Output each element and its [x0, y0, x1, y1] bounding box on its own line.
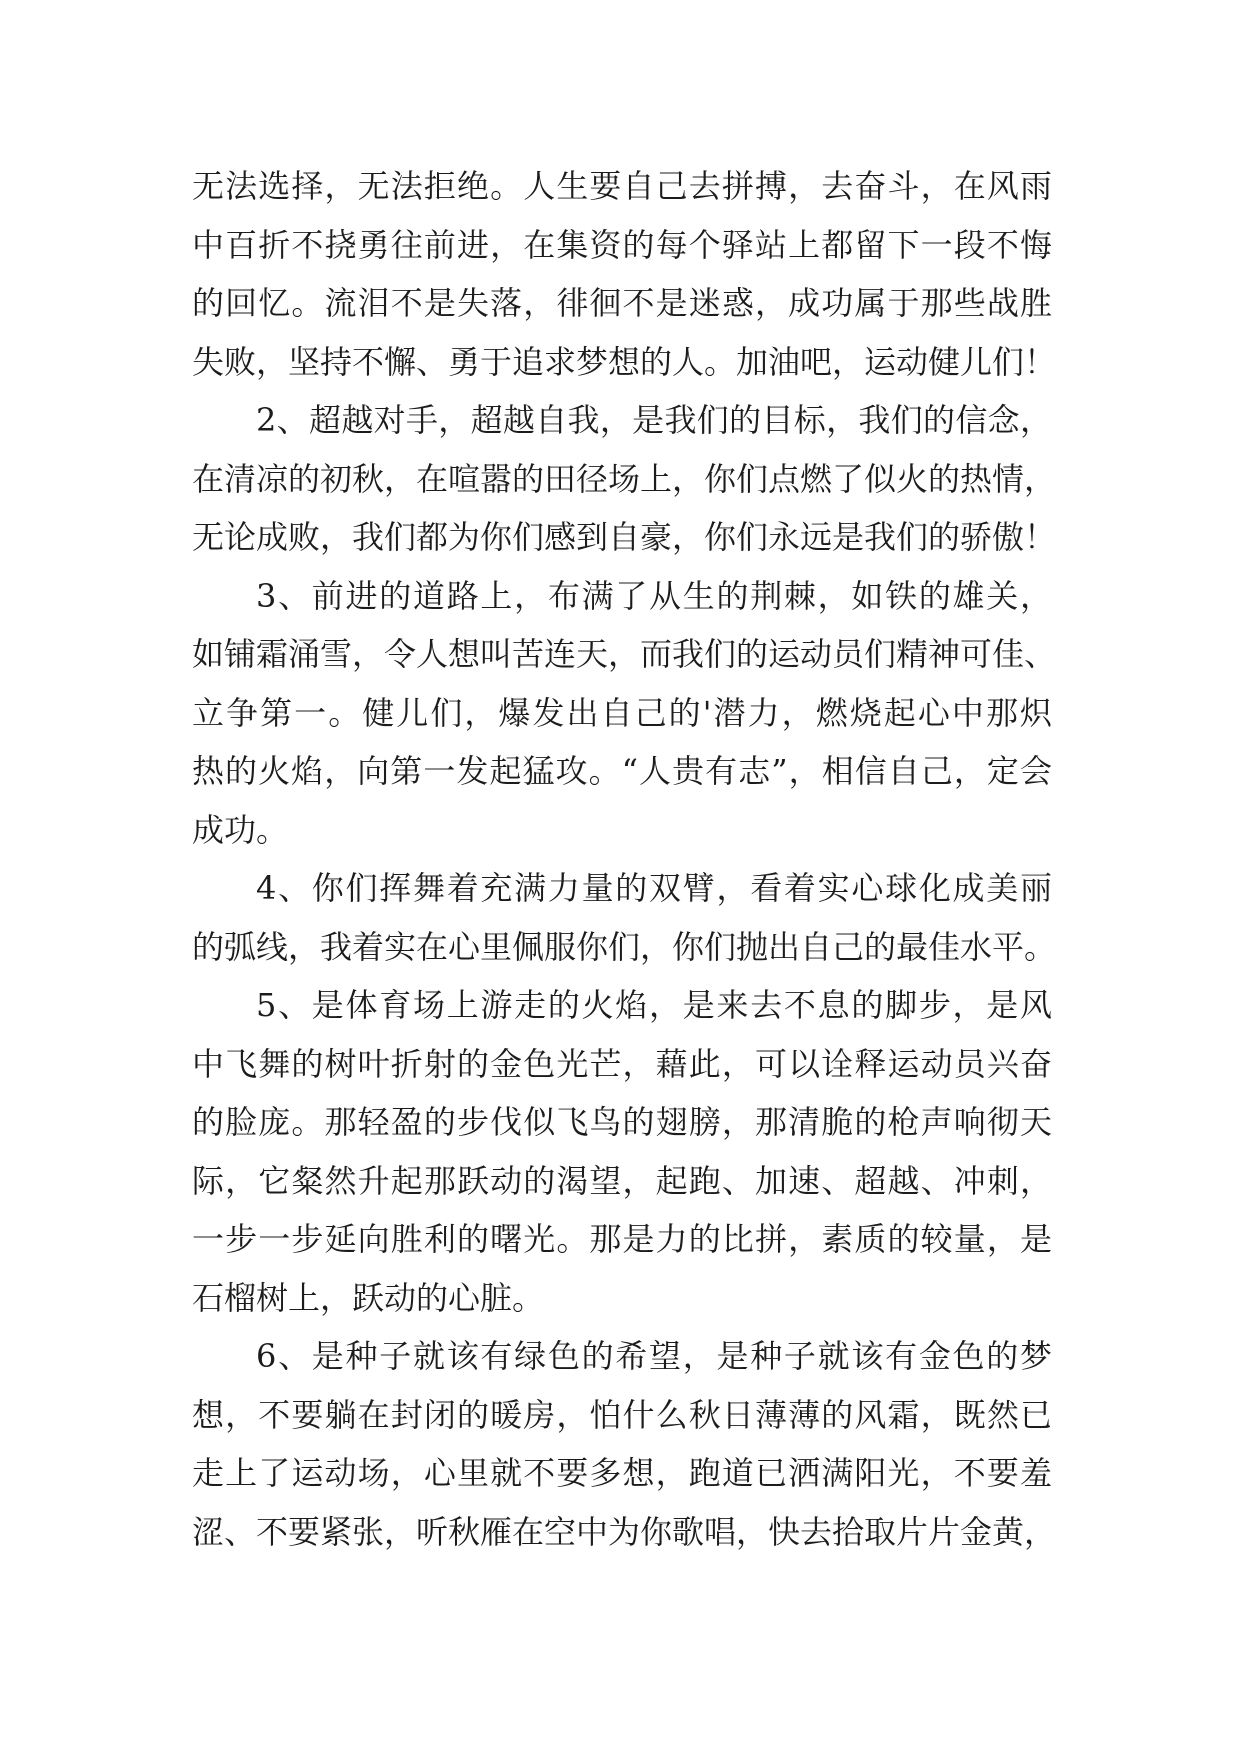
text-line: 热的火焰，向第一发起猛攻。“人贵有志”，相信自己，定会: [192, 752, 1052, 790]
text-line: 涩、不要紧张，听秋雁在空中为你歌唱，快去拾取片片金黄，: [192, 1512, 1057, 1551]
text-line: 石榴树上，跃动的心脏。: [192, 1278, 545, 1317]
text-line: 立争第一。健儿们，爆发出自己的'潜力，燃烧起心中那炽: [192, 693, 1052, 732]
text-line: 中百折不挠勇往前进，在集资的每个驿站上都留下一段不悔: [192, 225, 1052, 264]
text-line: 的回忆。流泪不是失落，徘徊不是迷惑，成功属于那些战胜: [192, 284, 1052, 322]
paragraph-start-line: 4、你们挥舞着充满力量的双臂，看着实心球化成美丽: [256, 869, 1052, 907]
text-line: 走上了运动场，心里就不要多想，跑道已洒满阳光，不要羞: [192, 1454, 1052, 1492]
paragraph-start-line: 5、是体育场上游走的火焰，是来去不息的脚步，是风: [256, 986, 1052, 1024]
text-line: 想，不要躺在封闭的暖房，怕什么秋日薄薄的风霜，既然已: [192, 1395, 1052, 1434]
body-text: [192, 157, 1057, 1561]
text-line: 如铺霜涌雪，令人想叫苦连天，而我们的运动员们精神可佳、: [192, 635, 1057, 673]
text-line: 成功。: [192, 810, 289, 849]
text-line: 的弧线，我着实在心里佩服你们，你们抛出自己的最佳水平。: [192, 927, 1057, 966]
paragraph-start-line: 6、是种子就该有绿色的希望，是种子就该有金色的梦: [256, 1337, 1052, 1375]
text-line: 中飞舞的树叶折射的金色光芒，藉此，可以诠释运动员兴奋: [192, 1044, 1052, 1083]
text-line: 际，它粲然升起那跃动的渴望，起跑、加速、超越、冲刺，: [192, 1161, 1052, 1200]
paragraph-start-line: 2、超越对手，超越自我，是我们的目标，我们的信念，: [256, 401, 1052, 439]
text-line: 一步一步延向胜利的曙光。那是力的比拼，素质的较量，是: [192, 1220, 1052, 1258]
text-line: 在清凉的初秋，在喧嚣的田径场上，你们点燃了似火的热情，: [192, 459, 1057, 498]
paragraph-start-line: 3、前进的道路上，布满了从生的荆棘，如铁的雄关，: [256, 576, 1052, 615]
text-line: 无法选择，无法拒绝。人生要自己去拼搏，去奋斗，在风雨: [192, 167, 1052, 205]
text-line: 失败，坚持不懈、勇于追求梦想的人。加油吧，运动健儿们！: [192, 342, 1057, 381]
text-line: 无论成败，我们都为你们感到自豪，你们永远是我们的骄傲！: [192, 518, 1057, 556]
text-line: 的脸庞。那轻盈的步伐似飞鸟的翅膀，那清脆的枪声响彻天: [192, 1103, 1052, 1141]
